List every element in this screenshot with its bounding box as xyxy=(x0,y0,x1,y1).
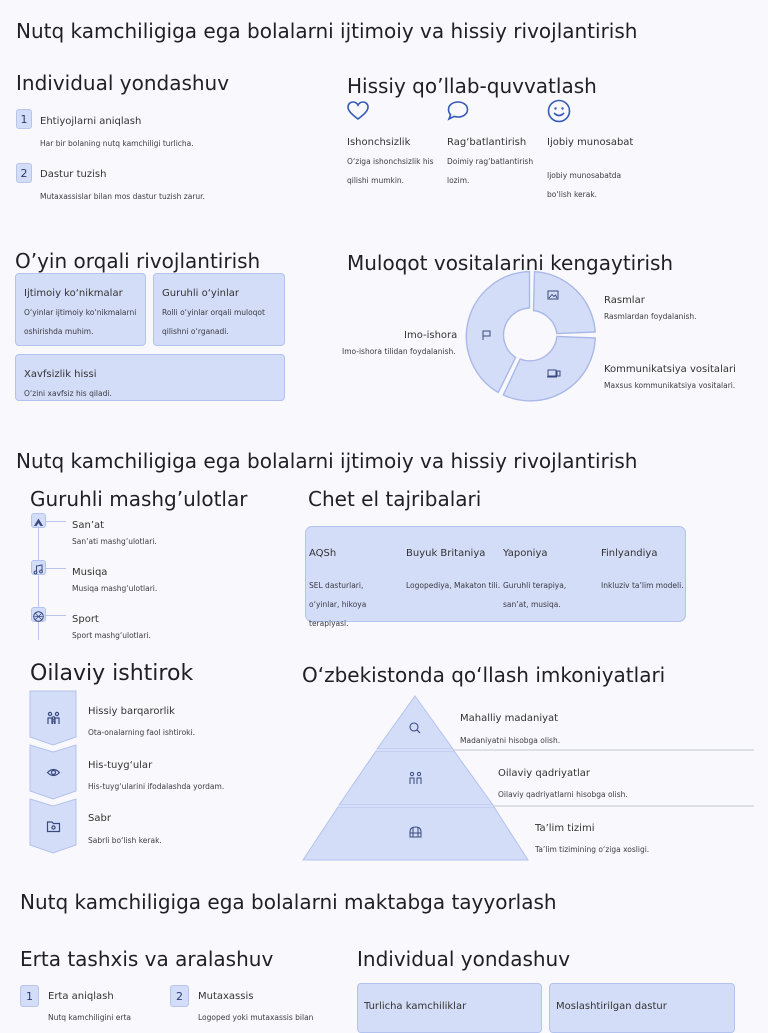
section2-title: Nutq kamchiligiga ega bolalarni ijtimoiy va hissiy rivojlantirish xyxy=(16,449,638,473)
uzbekistan-application-title: O‘zbekistonda qo‘llash imkoniyatlari xyxy=(302,663,666,687)
pyramid-level-middle xyxy=(339,751,493,805)
family-item-label: Sabr xyxy=(88,813,111,824)
step-label: Ehtiyojlarni aniqlash xyxy=(40,116,142,127)
emotion-desc: bo‘lish kerak. xyxy=(547,190,598,199)
country-desc: Logopediya, Makaton tili. xyxy=(406,581,501,590)
country-label: Yaponiya xyxy=(503,548,548,559)
country-label: Buyuk Britaniya xyxy=(406,548,486,559)
activity-desc: Musiqa mashg‘ulotlari. xyxy=(72,584,158,593)
heart-icon xyxy=(347,101,369,121)
family-involvement-title: Oilaviy ishtirok xyxy=(30,661,194,686)
activity-label: San’at xyxy=(72,520,105,531)
activity-label: Musiqa xyxy=(72,567,108,578)
play-card-desc: Rolli o‘yinlar orqali muloqot xyxy=(162,308,265,317)
group-activities-title: Guruhli mashg’ulotlar xyxy=(30,487,248,511)
step-label: Mutaxassis xyxy=(198,991,254,1002)
segment-desc: Rasmlardan foydalanish. xyxy=(604,312,697,321)
family-item-label: Hissiy barqarorlik xyxy=(88,706,175,717)
play-card-label: Xavfsizlik hissi xyxy=(24,369,97,380)
family-item-label: His-tuyg‘ular xyxy=(88,760,153,771)
country-label: Finlyandiya xyxy=(601,548,658,559)
activity-desc: San’ati mashg‘ulotlari. xyxy=(72,537,157,546)
play-card-label: Guruhli o‘yinlar xyxy=(162,288,239,299)
emotion-label: Ishonchsizlik xyxy=(347,137,411,148)
segment-label: Kommunikatsiya vositalari xyxy=(604,364,736,375)
step-number: 2 xyxy=(16,163,32,183)
step-number: 1 xyxy=(20,985,39,1007)
emotion-label: Ijobiy munosabat xyxy=(547,137,634,148)
play-card-desc: O‘yinlar ijtimoiy ko‘nikmalarni xyxy=(24,308,137,317)
step-description: Har bir bolaning nutq kamchiligi turlicha. xyxy=(40,139,194,148)
level-label: Mahalliy madaniyat xyxy=(460,713,559,724)
foreign-experience-title: Chet el tajribalari xyxy=(308,487,482,511)
art-icon xyxy=(31,513,46,528)
step-number: 1 xyxy=(16,109,32,129)
emotion-label: Rag‘batlantirish xyxy=(447,137,527,148)
play-card-desc: O‘zini xavfsiz his qiladi. xyxy=(24,389,112,398)
emotion-desc: O‘ziga ishonchsizlik his xyxy=(347,157,434,166)
step-2 xyxy=(170,985,189,1007)
level-desc: Ta’lim tizimining o‘ziga xosligi. xyxy=(535,845,650,854)
level-desc: Oilaviy qadriyatlarni hisobga olish. xyxy=(498,790,628,799)
music-icon xyxy=(31,560,46,575)
country-desc: o‘yinlar, hikoya xyxy=(309,600,367,609)
pyramid-level-top xyxy=(377,696,453,749)
emotion-desc: qilishi mumkin. xyxy=(347,176,405,185)
play-development-title: O’yin orqali rivojlantirish xyxy=(15,249,261,273)
family-item-desc: His-tuyg‘ularini ifodalashda yordam. xyxy=(88,782,225,791)
activity-desc: Sport mashg‘ulotlari. xyxy=(72,631,151,640)
level-label: Oilaviy qadriyatlar xyxy=(498,768,591,779)
country-label: AQSh xyxy=(309,548,337,559)
step-1 xyxy=(16,109,32,129)
country-desc: terapiyasi. xyxy=(309,619,349,628)
step-number: 2 xyxy=(170,985,189,1007)
approach-card-label: Moslashtirilgan dastur xyxy=(556,1001,667,1012)
level-label: Ta’lim tizimi xyxy=(535,823,595,834)
country-desc: SEL dasturlari, xyxy=(309,581,364,590)
eye-hand-icon xyxy=(46,765,61,780)
step-description: Logoped yoki mutaxassis bilan xyxy=(198,1013,314,1022)
emotion-desc: lozim. xyxy=(447,176,470,185)
segment-communication-devices xyxy=(503,336,595,400)
country-desc: Guruhli terapiya, xyxy=(503,581,567,590)
step-2 xyxy=(16,163,32,183)
step-description: Nutq kamchiligini erta xyxy=(48,1013,131,1022)
segment-images xyxy=(534,272,596,334)
segment-desc: Maxsus kommunikatsiya vositalari. xyxy=(604,381,736,390)
segment-desc: Imo-ishora tilidan foydalanish. xyxy=(342,347,456,356)
step-description: Mutaxassislar bilan mos dastur tuzish zarur. xyxy=(40,192,205,201)
approach-card-label: Turlicha kamchiliklar xyxy=(364,1001,467,1012)
chat-bubble-icon xyxy=(447,100,469,121)
play-card-desc: oshirishda muhim. xyxy=(24,327,94,336)
emotional-support-title: Hissiy qo’llab-quvvatlash xyxy=(347,74,597,98)
segment-label: Rasmlar xyxy=(604,295,645,306)
page-title: Nutq kamchiligiga ega bolalarni ijtimoiy va hissiy rivojlantirish xyxy=(16,19,638,43)
sport-ball-icon xyxy=(31,607,46,622)
segment-label: Imo-ishora xyxy=(404,330,458,341)
family-icon xyxy=(46,711,61,726)
country-desc: san’at, musiqa. xyxy=(503,600,561,609)
individual-approach-title-2: Individual yondashuv xyxy=(357,947,571,971)
communication-donut xyxy=(460,265,605,405)
folder-icon xyxy=(46,819,61,834)
level-desc: Madaniyatni hisobga olish. xyxy=(460,736,561,745)
individual-approach-title: Individual yondashuv xyxy=(16,71,230,95)
family-item-desc: Sabrli bo‘lish kerak. xyxy=(88,836,162,845)
play-card-label: Ijtimoiy ko‘nikmalar xyxy=(24,288,123,299)
family-item-desc: Ota-onalarning faol ishtiroki. xyxy=(88,728,195,737)
emotion-desc: Doimiy rag‘batlantirish xyxy=(447,157,534,166)
early-diagnosis-title: Erta tashxis va aralashuv xyxy=(20,947,274,971)
smile-icon xyxy=(547,99,571,123)
step-1 xyxy=(20,985,39,1007)
emotion-desc: Ijobiy munosabatda xyxy=(547,171,622,180)
play-card-desc: qilishni o‘rganadi. xyxy=(162,327,229,336)
section3-title: Nutq kamchiligiga ega bolalarni maktabga tayyorlash xyxy=(20,890,557,914)
step-label: Dastur tuzish xyxy=(40,169,107,180)
communication-title: Muloqot vositalarini kengaytirish xyxy=(347,251,674,275)
activity-label: Sport xyxy=(72,614,99,625)
step-label: Erta aniqlash xyxy=(48,991,114,1002)
country-desc: Inkluziv ta’lim modeli. xyxy=(601,581,684,590)
